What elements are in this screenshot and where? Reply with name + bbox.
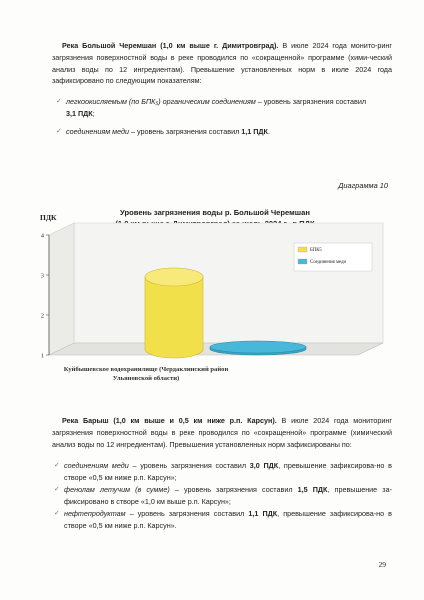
checkmark-icon: ✓	[54, 462, 60, 469]
y-tick-label: 3	[40, 272, 44, 280]
chart-side-wall	[49, 223, 74, 355]
section1-paragraph	[52, 40, 392, 87]
y-tick-label: 2	[40, 312, 44, 320]
y-tick-label: 4	[40, 232, 44, 240]
legend-swatch	[298, 259, 307, 264]
checkmark-icon: ✓	[56, 98, 62, 105]
section2-bullet-3: нефтепродуктам – уровень загрязнения составил 1,1 ПДК, превышение зафиксирова-но в створе «0,5 км ниже р.п. Карсун».	[64, 509, 392, 530]
diagram-label: Диаграмма 10	[338, 181, 388, 190]
section2-title: Река Барыш (1,0 км выше и 0,5 км ниже р.п. Карсун).	[62, 416, 277, 425]
legend-label: БПК5	[310, 248, 322, 253]
chart	[36, 213, 396, 385]
x-axis-label: Ульяновской области)	[112, 375, 180, 382]
section1-bullet-2: соединениям меди – уровень загрязнения составил 1,1 ПДК.	[66, 127, 270, 136]
section2-paragraph	[52, 415, 392, 450]
chart-title-line-1: Уровень загрязнения воды р. Большой Черемшан	[120, 208, 310, 217]
x-axis-label: Куйбышевское водохранилище (Чердаклинский район	[63, 366, 229, 373]
checkmark-icon: ✓	[56, 128, 62, 135]
chart-back-wall	[74, 223, 383, 343]
section1-title: Река Большой Черемшан (1,0 км выше г. Димитровград).	[62, 41, 279, 50]
legend-swatch	[298, 247, 307, 252]
page-number: 29	[378, 560, 386, 569]
legend-label: Соединения меди	[310, 260, 347, 265]
bar-bpk5	[145, 277, 203, 358]
section2-bullet-1: соединениям меди – уровень загрязнения составил 3,0 ПДК, превышение зафиксирова-но в створе «0,5 км ниже р.п. Карсун»;	[64, 461, 392, 482]
section1-body: В июле 2024 года монито-ринг загрязнения поверхностной воды в реке проводился по «сокращенной» программе (хими-ческий анализ воды по 12 ингредиентам). Превышение установленных норм в июле 2024 года зафиксировано по следующим показателям:	[52, 41, 392, 86]
y-axis-label: ПДК	[40, 213, 57, 222]
bar-bpk5-top	[145, 268, 203, 286]
bar-copper-top	[210, 341, 306, 353]
section2-bullet-2: фенолам летучим (в сумме) – уровень загрязнения составил 1,5 ПДК, превышение за-фиксировано в створе «1,0 км выше р.п. Карсун»;	[64, 485, 392, 506]
y-tick-label: 1	[40, 352, 44, 360]
section1-bullet-1: легкоокисляемым (по БПК₅) органическим соединениям – уровень загрязнения составил 3,1 ПДК;	[66, 97, 367, 118]
section2-body: В июле 2024 года мониторинг загрязнения поверхностной воды в реке проводился по «сокращенной» программе (химический анализ воды по 12 ингредиентам). Превышения установленных норм зафиксированы по:	[52, 416, 393, 449]
checkmark-icon: ✓	[54, 486, 60, 493]
checkmark-icon: ✓	[54, 510, 60, 517]
